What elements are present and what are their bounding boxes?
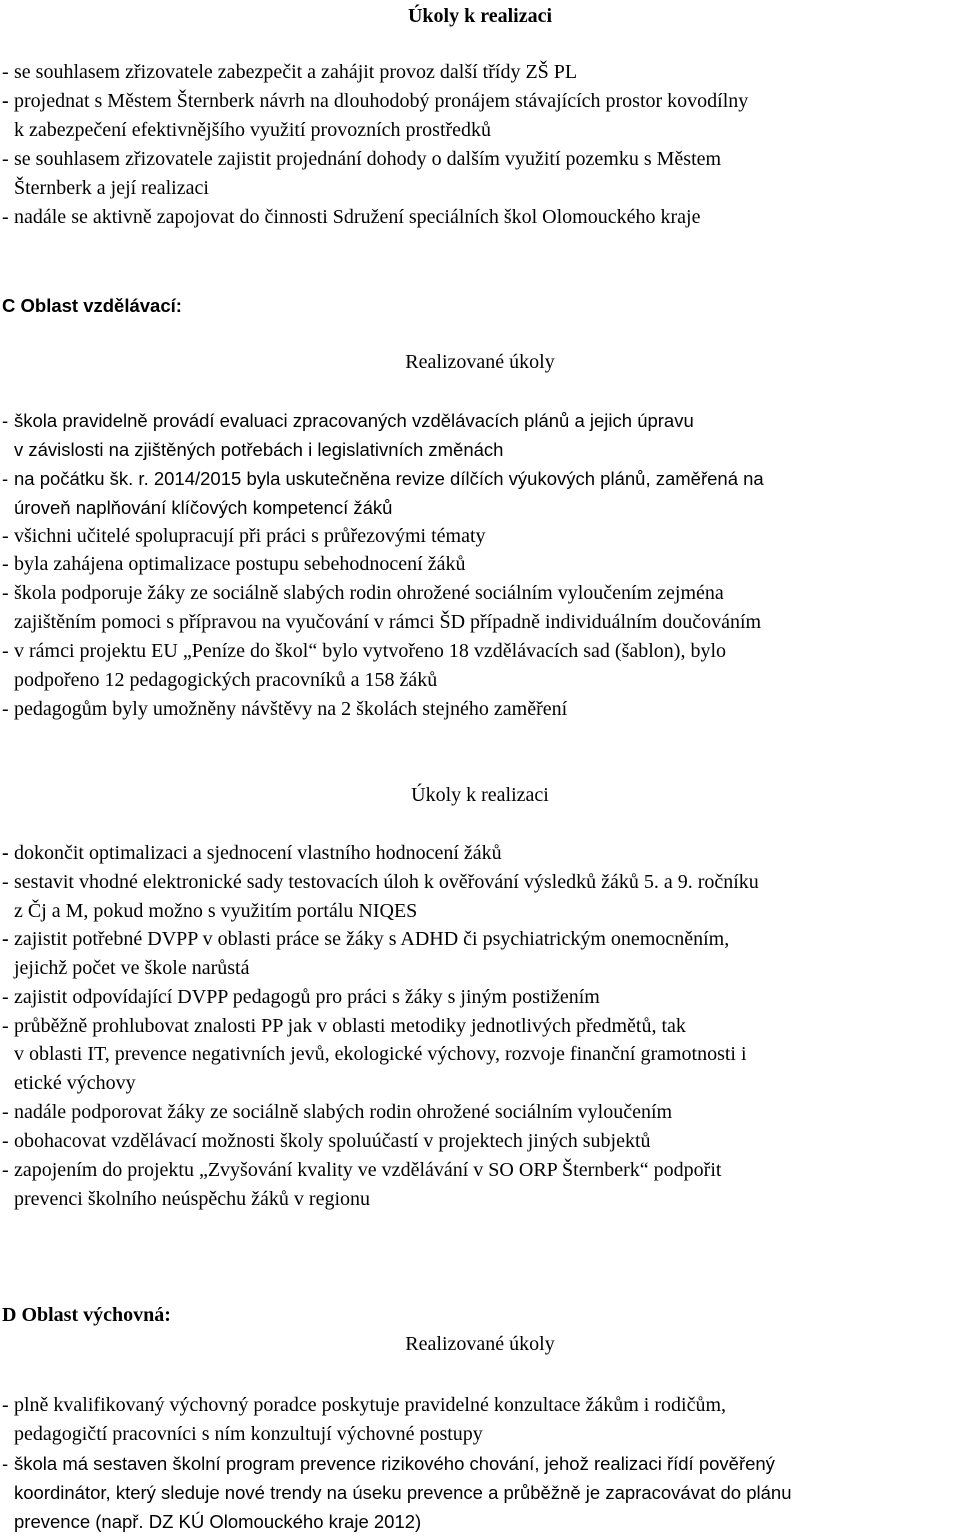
list-dash: - <box>2 1015 9 1037</box>
list-dash: - <box>2 148 9 170</box>
list-dash: - <box>2 410 9 431</box>
list-item-text: škola podporuje žáky ze sociálně slabých rodin ohrožené sociálním vyloučením zejména <box>14 582 724 604</box>
list-item-text: etické výchovy <box>14 1072 136 1094</box>
list-dash: - <box>2 1453 9 1474</box>
list-dash: - <box>2 553 9 575</box>
list-dash: - <box>2 582 9 604</box>
list-item-text: jejichž počet ve škole narůstá <box>14 957 250 979</box>
list-item-text: všichni učitelé spolupracují při práci s průřezovými tématy <box>14 525 486 547</box>
section-heading-c: C Oblast vzdělávací: <box>2 295 182 316</box>
list-item-text: škola má sestaven školní program prevence rizikového chování, jehož realizaci řídí pověřený <box>14 1453 775 1474</box>
list-item-text: z Čj a M, pokud možno s využitím portálu NIQES <box>14 900 418 922</box>
list-item-text: nadále podporovat žáky ze sociálně slabých rodin ohrožené sociálním vyloučením <box>14 1101 673 1123</box>
list-item-text: Šternberk a její realizaci <box>14 177 209 199</box>
list-dash: - <box>2 842 9 864</box>
list-dash: - <box>2 1159 9 1181</box>
list-item-text: pedagogičtí pracovníci s ním konzultují výchovné postupy <box>14 1423 483 1445</box>
tasks-heading: Úkoly k realizaci <box>407 5 553 27</box>
list-item-text: nadále se aktivně zapojovat do činnosti Sdružení speciálních škol Olomouckého kraje <box>14 206 701 228</box>
list-dash: - <box>2 1394 9 1416</box>
realized-heading: Realizované úkoly <box>405 351 555 373</box>
section-heading-d: D Oblast výchovná: <box>2 1304 171 1326</box>
list-item-text: zajištěním pomoci s přípravou na vyučování v rámci ŠD případně individuálním doučováním <box>14 611 762 633</box>
list-item-text: zapojením do projektu „Zvyšování kvality ve vzdělávání v SO ORP Šternberk“ podpořit <box>14 1159 722 1181</box>
list-item-text: v oblasti IT, prevence negativních jevů, ekologické výchovy, rozvoje finanční gramotnosti i <box>14 1043 747 1065</box>
list-item-text: prevence (např. DZ KÚ Olomouckého kraje 2012) <box>14 1511 422 1532</box>
list-item-text: zajistit potřebné DVPP v oblasti práce se žáky s ADHD či psychiatrickým onemocněním, <box>14 928 730 950</box>
list-item-text: se souhlasem zřizovatele zabezpečit a zahájit provoz další třídy ZŠ PL <box>14 61 578 83</box>
list-item-text: dokončit optimalizaci a sjednocení vlastního hodnocení žáků <box>14 842 502 864</box>
realized-heading: Realizované úkoly <box>405 1333 555 1355</box>
list-dash: - <box>2 1130 9 1152</box>
list-dash: - <box>2 61 9 83</box>
list-dash: - <box>2 698 9 720</box>
list-item-text: prevenci školního neúspěchu žáků v regionu <box>14 1188 371 1210</box>
list-item-text: obohacovat vzdělávací možnosti školy spoluúčastí v projektech jiných subjektů <box>14 1130 651 1152</box>
list-item-text: škola pravidelně provádí evaluaci zpracovaných vzdělávacích plánů a jejich úpravu <box>14 410 694 431</box>
list-item-text: v rámci projektu EU „Peníze do škol“ bylo vytvořeno 18 vzdělávacích sad (šablon), bylo <box>14 640 727 662</box>
list-dash: - <box>2 468 9 489</box>
list-item-text: pedagogům byly umožněny návštěvy na 2 školách stejného zaměření <box>14 698 568 720</box>
list-item-text: k zabezpečení efektivnějšího využití provozních prostředků <box>14 119 492 141</box>
list-item-text: plně kvalifikovaný výchovný poradce poskytuje pravidelné konzultace žákům i rodičům, <box>14 1394 727 1416</box>
list-item-text: koordinátor, který sleduje nové trendy na úseku prevence a průběžně je zapracovávat do plánu <box>14 1482 792 1503</box>
list-item-text: sestavit vhodné elektronické sady testovacích úloh k ověřování výsledků žáků 5. a 9. ročníku <box>14 871 759 893</box>
list-item-text: byla zahájena optimalizace postupu sebehodnocení žáků <box>14 553 466 575</box>
list-dash: - <box>2 90 9 112</box>
list-item-text: průběžně prohlubovat znalosti PP jak v oblasti metodiky jednotlivých předmětů, tak <box>14 1015 686 1037</box>
list-item-text: v závislosti na zjištěných potřebách i legislativních změnách <box>14 439 504 460</box>
list-item-text: na počátku šk. r. 2014/2015 byla uskutečněna revize dílčích výukových plánů, zaměřená na <box>14 468 764 489</box>
tasks-heading: Úkoly k realizaci <box>411 784 549 806</box>
list-dash: - <box>2 871 9 893</box>
list-item-text: projednat s Městem Šternberk návrh na dlouhodobý pronájem stávajících prostor kovodílny <box>14 90 749 112</box>
list-dash: - <box>2 206 9 228</box>
list-dash: - <box>2 1101 9 1123</box>
list-item-text: zajistit odpovídající DVPP pedagogů pro práci s žáky s jiným postižením <box>14 986 600 1008</box>
list-dash: - <box>2 928 9 950</box>
list-item-text: podpořeno 12 pedagogických pracovníků a 158 žáků <box>14 669 438 691</box>
list-dash: - <box>2 986 9 1008</box>
list-item-text: úroveň naplňování klíčových kompetencí žáků <box>14 497 393 518</box>
list-item-text: se souhlasem zřizovatele zajistit projednání dohody o dalším využití pozemku s Městem <box>14 148 722 170</box>
list-dash: - <box>2 640 9 662</box>
list-dash: - <box>2 525 9 547</box>
